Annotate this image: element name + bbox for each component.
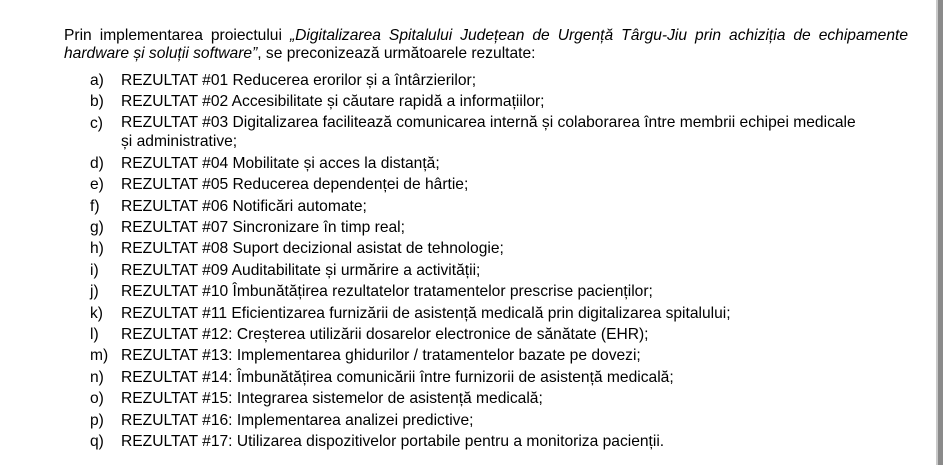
result-text: REZULTAT #03 Digitalizarea facilitează comunicarea internă și colaborarea între membrii echipei medicale și administrative; (121, 114, 856, 150)
result-letter: l) (90, 326, 99, 344)
result-letter: m) (90, 347, 109, 365)
result-letter: a) (90, 72, 104, 89)
result-text: REZULTAT #05 Reducerea dependenței de hârtie; (121, 176, 469, 194)
result-letter: q) (90, 433, 104, 451)
result-letter: p) (90, 411, 104, 429)
result-item (90, 367, 910, 388)
result-item (90, 153, 910, 174)
results-list (90, 70, 910, 453)
project-title: „Digitalizarea Spitalului Județean de Urgență Târgu-Jiu prin achiziția de echipamente hardware și soluții software” (64, 27, 908, 62)
result-text: REZULTAT #04 Mobilitate și acces la distanță; (121, 154, 440, 172)
result-letter: k) (90, 304, 103, 322)
result-letter: f) (90, 197, 100, 215)
result-item (90, 174, 910, 195)
result-item (90, 238, 910, 259)
result-item (90, 303, 910, 324)
result-letter: c) (90, 114, 103, 132)
result-letter: o) (90, 390, 104, 408)
result-text: REZULTAT #01 Reducerea erorilor și a întârzierilor; (121, 72, 477, 89)
result-item (90, 410, 910, 431)
result-text: REZULTAT #02 Accesibilitate și căutare rapidă a informațiilor; (121, 93, 545, 111)
result-text: REZULTAT #17: Utilizarea dispozitivelor portabile pentru a monitoriza pacienții. (121, 433, 665, 451)
result-item (90, 70, 910, 91)
result-item (90, 431, 910, 452)
result-item (90, 217, 910, 238)
result-item (90, 113, 910, 153)
intro-prefix: Prin implementarea proiectului (64, 27, 290, 44)
result-letter: h) (90, 240, 104, 258)
result-letter: d) (90, 154, 104, 172)
result-text: REZULTAT #16: Implementarea analizei predictive; (121, 411, 474, 429)
intro-suffix: , se preconizează următoarele rezultate: (257, 45, 536, 62)
result-text: REZULTAT #06 Notificări automate; (121, 197, 367, 215)
result-text: REZULTAT #11 Eficientizarea furnizării de asistență medicală prin digitalizarea spitalului; (121, 304, 731, 322)
result-item (90, 345, 910, 366)
result-item (90, 324, 910, 345)
result-text: REZULTAT #10 Îmbunătățirea rezultatelor tratamentelor prescrise pacienților; (121, 283, 653, 301)
result-letter: g) (90, 219, 104, 237)
result-item (90, 388, 910, 409)
result-text: REZULTAT #08 Suport decizional asistat de tehnologie; (121, 240, 504, 258)
result-letter: e) (90, 176, 104, 194)
result-item (90, 281, 910, 302)
result-letter: n) (90, 368, 104, 386)
result-text: REZULTAT #15: Integrarea sistemelor de asistență medicală; (121, 390, 543, 408)
result-text: REZULTAT #07 Sincronizare în timp real; (121, 219, 405, 237)
result-letter: j) (90, 283, 99, 301)
result-item (90, 260, 910, 281)
result-letter: i) (90, 261, 99, 279)
intro-paragraph (64, 27, 908, 63)
result-text: REZULTAT #14: Îmbunătățirea comunicării între furnizorii de asistență medicală; (121, 368, 674, 386)
result-text: REZULTAT #13: Implementarea ghidurilor / tratamentelor bazate pe dovezi; (121, 347, 641, 365)
result-item (90, 91, 910, 112)
result-text: REZULTAT #12: Creșterea utilizării dosarelor electronice de sănătate (EHR); (121, 326, 649, 344)
result-text: REZULTAT #09 Auditabilitate și urmărire a activității; (121, 261, 481, 279)
result-item (90, 196, 910, 217)
viewer-scrollbar-edge[interactable] (938, 0, 943, 465)
result-letter: b) (90, 93, 104, 111)
